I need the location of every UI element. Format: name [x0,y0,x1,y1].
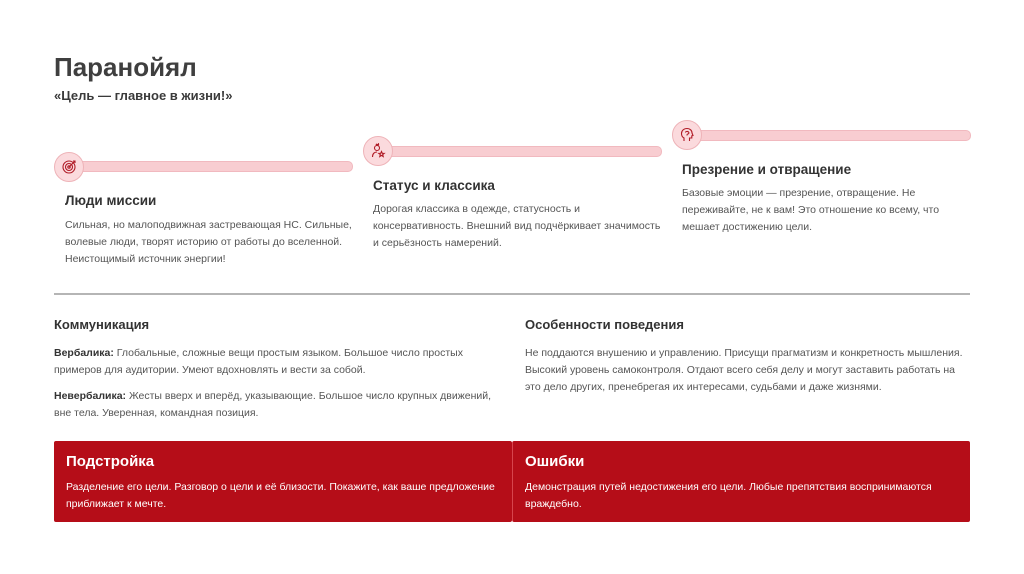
section-divider [54,293,970,295]
column-3-text: Базовые эмоции — презрение, отвращение. Не переживайте, не к вам! Это отношение ко всему, что мешает достижению цели. [682,187,940,233]
nonverbal-text: Жесты вверх и вперёд, указывающие. Большое число крупных движений, вне тела. Уверенная, командная позиция. [54,390,492,419]
timeline-bar-3 [686,130,971,141]
head-brain-icon [679,127,695,143]
column-1-text: Сильная, но малоподвижная застревающая НС. Сильные, волевые люди, творят историю от работы до вселенной. Неистощимый источник энергии! [65,219,352,265]
timeline-bar-1 [68,161,353,172]
mistakes-text: Демонстрация путей недостижения его цели. Любые препятствия воспринимаются враждебно. [525,481,932,510]
communication-verbal [54,345,494,379]
page-title: Паранойял [54,52,197,82]
timeline-bar-2 [377,146,662,157]
behavior-title: Особенности поведения [525,317,684,332]
communication-nonverbal [54,388,494,422]
mistakes-box [512,441,970,522]
page-subtitle: «Цель — главное в жизни!» [54,88,233,103]
verbal-text: Глобальные, сложные вещи простым языком. Большое число простых примеров для аудитории. Умеют вдохновлять и вести за собой. [54,347,463,376]
column-1-title: Люди миссии [65,193,157,208]
verbal-label: Вербалика: [54,347,114,359]
column-2-text: Дорогая классика в одежде, статусность и консервативность. Внешний вид подчёркивает значимость и серьёзность намерений. [373,203,661,249]
adjustment-title: Подстройка [66,453,155,470]
column-2-title: Статус и классика [373,178,495,193]
column-3-icon-circle [672,120,702,150]
adjustment-box [54,441,512,522]
communication-title: Коммуникация [54,317,150,332]
adjustment-text: Разделение его цели. Разговор о цели и её близости. Покажите, как ваше предложение приближает к мечте. [66,481,495,510]
column-2-icon-circle [363,136,393,166]
target-icon [61,159,77,175]
person-star-icon [370,143,386,159]
column-3-title: Презрение и отвращение [682,162,852,177]
behavior-text: Не поддаются внушению и управлению. Присущи прагматизм и конкретность мышления. Высокий уровень самоконтроля. Отдают всего себя делу и могут заставить работать на это дело других, пренебрегая их интересами, судьбами и даже жизнями. [525,347,963,393]
column-1-icon-circle [54,152,84,182]
mistakes-title: Ошибки [525,453,585,470]
nonverbal-label: Невербалика: [54,390,127,402]
